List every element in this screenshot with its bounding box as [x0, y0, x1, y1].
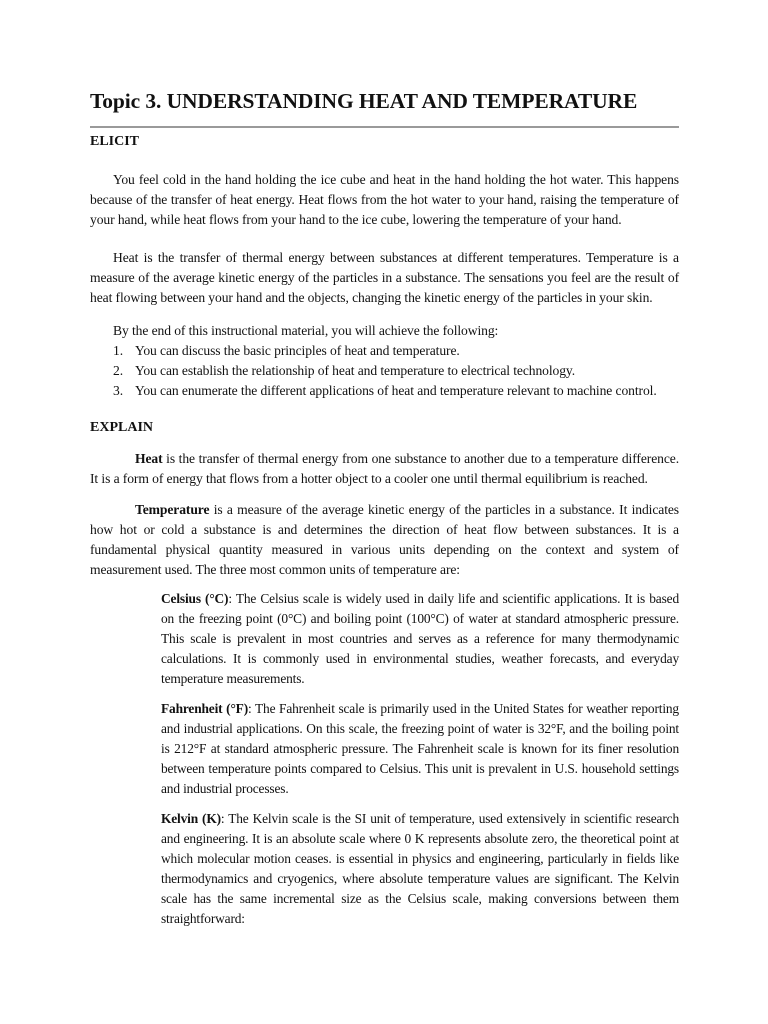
objectives-list — [90, 341, 679, 401]
page-title: Topic 3. UNDERSTANDING HEAT AND TEMPERATURE — [90, 89, 638, 113]
list-item-number: 3. — [113, 383, 123, 398]
unit-fahrenheit — [161, 699, 679, 799]
heat-term: Heat — [135, 451, 163, 466]
heat-definition — [90, 449, 679, 489]
unit-term: Celsius (°C) — [161, 591, 229, 606]
list-item-number: 1. — [113, 343, 123, 358]
list-item-text: You can establish the relationship of heat and temperature to electrical technology. — [135, 363, 576, 378]
elicit-paragraph: You feel cold in the hand holding the ice cube and heat in the hand holding the hot water. This happens because of the transfer of heat energy. Heat flows from the hot water to your hand, raising the temperature of your hand, while heat flows from your hand to the ice cube, lowering the temperature of your hand. — [90, 172, 679, 227]
section-heading-explain: EXPLAIN — [90, 420, 154, 435]
elicit-paragraph: Heat is the transfer of thermal energy between substances at different temperatures. Temperature is a measure of the average kinetic energy of the particles in a substance. The sensations you feel are the result of heat flowing between your hand and the objects, changing the kinetic energy of the particles in your skin. — [90, 250, 679, 305]
unit-kelvin — [161, 809, 679, 929]
list-item — [90, 381, 679, 401]
document-page — [90, 86, 679, 929]
heat-text: is the transfer of thermal energy from one substance to another due to a temperature difference. It is a form of energy that flows from a hotter object to a cooler one until thermal equilibrium is reached. — [90, 451, 679, 486]
temperature-definition — [90, 500, 679, 580]
list-item — [90, 361, 679, 381]
objectives-intro: By the end of this instructional material, you will achieve the following: — [113, 323, 499, 338]
section-heading-elicit: ELICIT — [90, 134, 140, 149]
unit-term: Kelvin (K) — [161, 811, 221, 826]
unit-text: : The Fahrenheit scale is primarily used in the United States for weather reporting and industrial applications. On this scale, the freezing point of water is 32°F, and the boiling point is 212°F at standard atmospheric pressure. The Fahrenheit scale is known for its finer resolution between temperature points compared to Celsius. This unit is prevalent in U.S. household settings and industrial processes. — [161, 701, 679, 796]
unit-text: : The Kelvin scale is the SI unit of temperature, used extensively in scientific research and engineering. It is an absolute scale where 0 K represents absolute zero, the theoretical point at which molecular motion ceases. is essential in physics and engineering, particularly in fields like thermodynamics and cryogenics, where absolute temperature values are significant. The Kelvin scale has the same incremental size as the Celsius scale, making conversions between them straightforward: — [161, 811, 679, 926]
list-item-text: You can enumerate the different applications of heat and temperature relevant to machine control. — [135, 383, 657, 398]
temperature-units — [161, 589, 679, 929]
list-item-number: 2. — [113, 363, 123, 378]
temperature-term: Temperature — [135, 502, 210, 517]
list-item-text: You can discuss the basic principles of heat and temperature. — [135, 343, 460, 358]
title-divider — [90, 126, 679, 128]
unit-term: Fahrenheit (°F) — [161, 701, 248, 716]
temperature-text: is a measure of the average kinetic energy of the particles in a substance. It indicates how hot or cold a substance is and determines the direction of heat flow between substances. It is a fundamental physical quantity measured in various units depending on the context and system of measurement used. The three most common units of temperature are: — [90, 502, 679, 577]
unit-celsius — [161, 589, 679, 689]
list-item — [90, 341, 679, 361]
unit-text: : The Celsius scale is widely used in daily life and scientific applications. It is based on the freezing point (0°C) and boiling point (100°C) of water at standard atmospheric pressure. This scale is prevalent in most countries and serves as a reference for many thermodynamic calculations. It is commonly used in environmental studies, weather forecasts, and everyday temperature measurements. — [161, 591, 680, 686]
